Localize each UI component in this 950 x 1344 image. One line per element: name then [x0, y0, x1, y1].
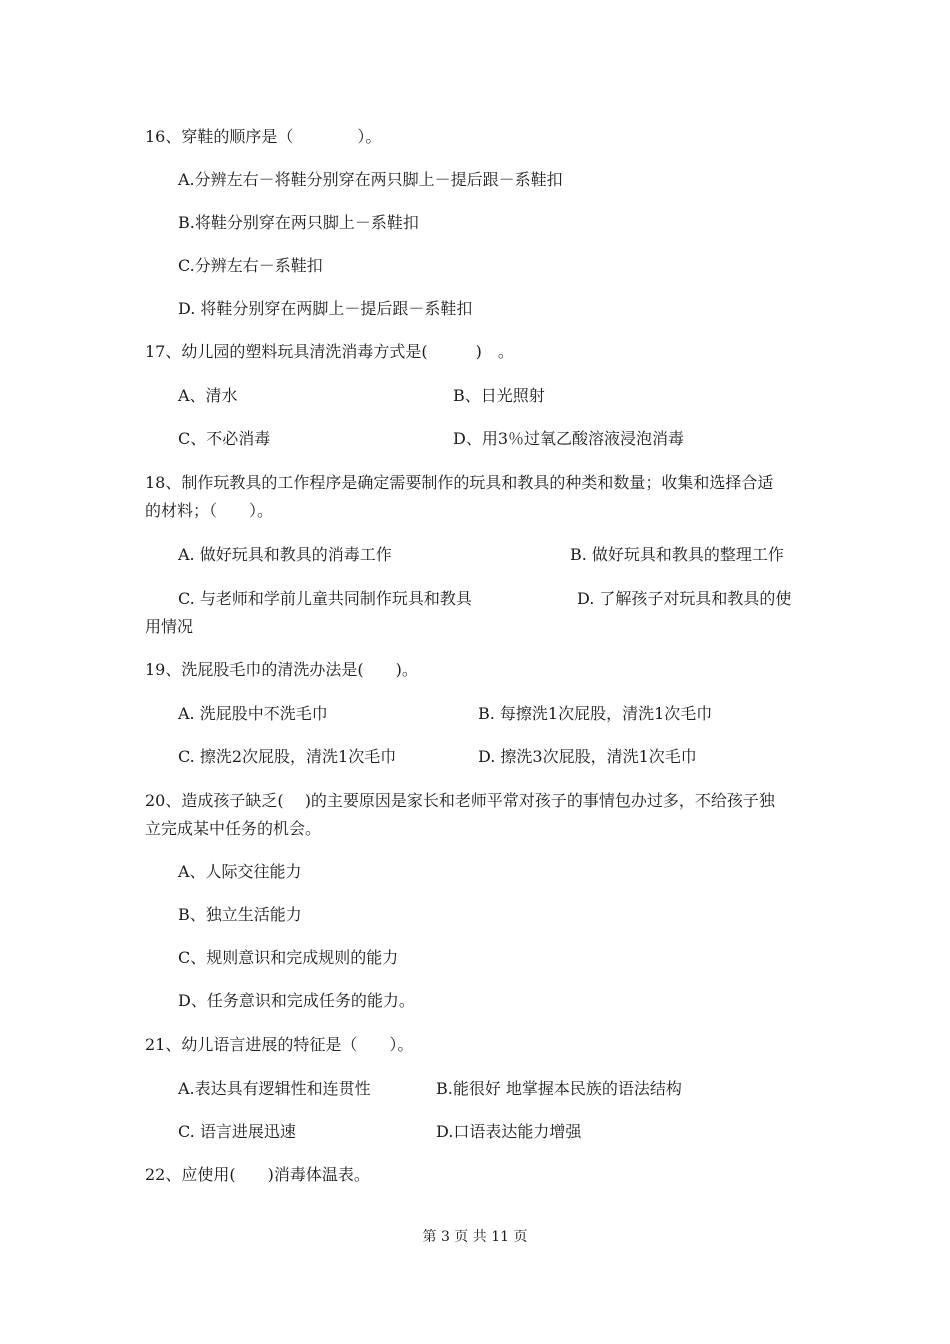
question-17-option-c: C、不必消毒 — [178, 429, 271, 448]
question-19-option-c: C. 擦洗2次屁股，清洗1次毛巾 — [178, 747, 397, 766]
question-20-option-d: D、任务意识和完成任务的能力。 — [178, 991, 415, 1010]
question-21-option-b: B.能很好 地掌握本民族的语法结构 — [436, 1079, 682, 1098]
question-19-stem: 19、洗屁股毛巾的清洗办法是( )。 — [145, 660, 418, 679]
question-18-stem-line2: 的材料；（ ）。 — [145, 501, 274, 520]
question-20-stem-line2: 立完成某中任务的机会。 — [145, 819, 322, 838]
question-21-stem: 21、幼儿语言进展的特征是（ ）。 — [145, 1035, 414, 1054]
question-20-option-c: C、规则意识和完成规则的能力 — [178, 948, 399, 967]
question-19-option-b: B. 每擦洗1次屁股，清洗1次毛巾 — [478, 704, 713, 723]
question-18-option-b: B. 做好玩具和教具的整理工作 — [570, 545, 784, 564]
page-number-footer: 第 3 页 共 11 页 — [422, 1229, 528, 1245]
question-22-stem: 22、应使用( )消毒体温表。 — [145, 1165, 370, 1184]
question-16-option-a: A.分辨左右－将鞋分别穿在两只脚上－提后跟－系鞋扣 — [178, 170, 563, 189]
question-21-option-d: D.口语表达能力增强 — [436, 1122, 582, 1141]
question-18-option-d: D. 了解孩子对玩具和教具的使 — [577, 589, 792, 608]
question-17-stem: 17、幼儿园的塑料玩具清洗消毒方式是( ) 。 — [145, 342, 514, 361]
question-21-option-c: C. 语言进展迅速 — [178, 1122, 296, 1141]
question-20-option-b: B、独立生活能力 — [178, 905, 302, 924]
question-16-option-d: D. 将鞋分别穿在两脚上－提后跟－系鞋扣 — [178, 299, 473, 318]
question-16-option-b: B.将鞋分别穿在两只脚上－系鞋扣 — [178, 213, 419, 232]
question-18-option-c: C. 与老师和学前儿童共同制作玩具和教具 — [178, 589, 472, 608]
question-21-option-a: A.表达具有逻辑性和连贯性 — [178, 1079, 371, 1098]
question-17-option-d: D、用3％过氧乙酸溶液浸泡消毒 — [453, 429, 685, 448]
question-16-option-c: C.分辨左右－系鞋扣 — [178, 256, 323, 275]
question-20-stem-line1: 20、造成孩子缺乏( )的主要原因是家长和老师平常对孩子的事情包办过多，不给孩子独 — [145, 791, 775, 810]
question-18-option-d-continued: 用情况 — [145, 617, 194, 636]
question-18-stem-line1: 18、制作玩教具的工作程序是确定需要制作的玩具和教具的种类和数量；收集和选择合适 — [145, 473, 774, 492]
question-16-stem: 16、穿鞋的顺序是（ ）。 — [145, 127, 382, 146]
question-17-option-b: B、日光照射 — [453, 386, 545, 405]
question-18-option-a: A. 做好玩具和教具的消毒工作 — [178, 545, 392, 564]
question-20-option-a: A、人际交往能力 — [178, 862, 302, 881]
question-17-option-a: A、清水 — [178, 386, 238, 405]
question-19-option-d: D. 擦洗3次屁股，清洗1次毛巾 — [478, 747, 697, 766]
question-19-option-a: A. 洗屁股中不洗毛巾 — [178, 704, 328, 723]
